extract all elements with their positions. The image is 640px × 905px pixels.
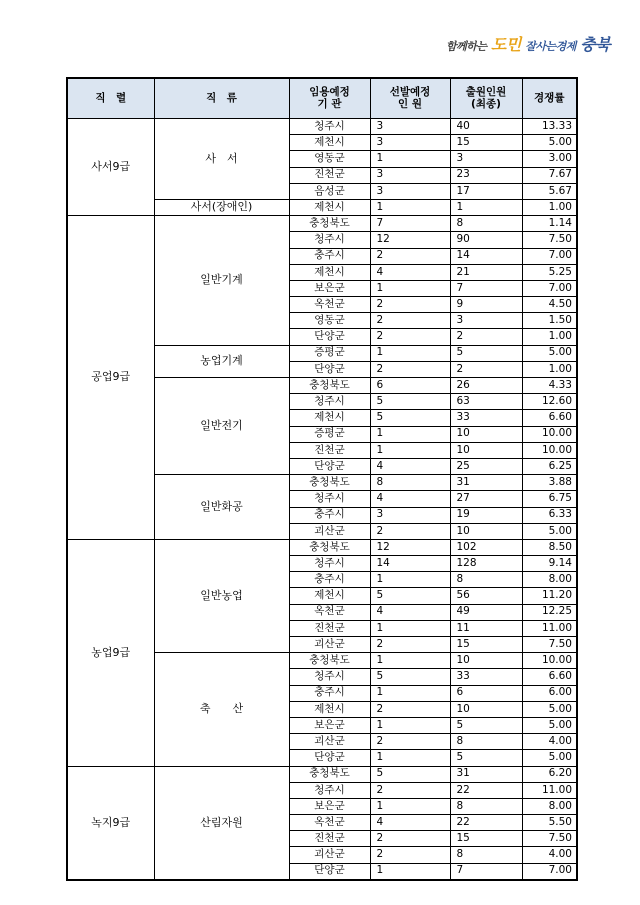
cell-planned: 2 <box>370 313 450 329</box>
cell-planned: 1 <box>370 572 450 588</box>
cell-applicants: 9 <box>450 297 522 313</box>
cell-subclass: 산림자원 <box>154 766 289 880</box>
cell-ratio: 1.14 <box>522 216 577 232</box>
cell-ratio: 6.00 <box>522 685 577 701</box>
cell-subclass: 축 산 <box>154 653 289 766</box>
cell-ratio: 5.00 <box>522 135 577 151</box>
cell-ratio: 7.50 <box>522 831 577 847</box>
cell-planned: 6 <box>370 378 450 394</box>
cell-ratio: 6.60 <box>522 410 577 426</box>
cell-ratio: 4.50 <box>522 297 577 313</box>
cell-applicants: 5 <box>450 345 522 361</box>
cell-ratio: 11.20 <box>522 588 577 604</box>
cell-agency: 청주시 <box>289 232 370 248</box>
cell-planned: 2 <box>370 701 450 717</box>
cell-applicants: 7 <box>450 280 522 296</box>
cell-ratio: 5.00 <box>522 345 577 361</box>
cell-agency: 청주시 <box>289 556 370 572</box>
cell-applicants: 15 <box>450 637 522 653</box>
cell-planned: 4 <box>370 604 450 620</box>
cell-agency: 충청북도 <box>289 378 370 394</box>
cell-planned: 4 <box>370 458 450 474</box>
cell-applicants: 8 <box>450 572 522 588</box>
cell-ratio: 5.00 <box>522 750 577 766</box>
cell-planned: 2 <box>370 248 450 264</box>
logo-part-4: 충북 <box>580 35 611 54</box>
cell-planned: 2 <box>370 734 450 750</box>
cell-applicants: 26 <box>450 378 522 394</box>
cell-ratio: 6.20 <box>522 766 577 782</box>
cell-planned: 1 <box>370 426 450 442</box>
cell-planned: 3 <box>370 183 450 199</box>
cell-agency: 청주시 <box>289 669 370 685</box>
cell-agency: 충청북도 <box>289 653 370 669</box>
cell-applicants: 7 <box>450 863 522 880</box>
cell-series: 사서9급 <box>67 119 154 216</box>
cell-planned: 14 <box>370 556 450 572</box>
header-agency-line1: 임용예정 <box>309 85 350 98</box>
cell-planned: 4 <box>370 815 450 831</box>
cell-applicants: 1 <box>450 199 522 215</box>
cell-applicants: 40 <box>450 119 522 135</box>
cell-planned: 5 <box>370 394 450 410</box>
competition-rate-table <box>66 77 578 881</box>
cell-agency: 보은군 <box>289 798 370 814</box>
cell-applicants: 2 <box>450 361 522 377</box>
cell-planned: 2 <box>370 847 450 863</box>
cell-ratio: 1.00 <box>522 329 577 345</box>
cell-ratio: 10.00 <box>522 442 577 458</box>
header-ratio: 경쟁률 <box>522 78 577 119</box>
cell-agency: 청주시 <box>289 119 370 135</box>
cell-planned: 1 <box>370 280 450 296</box>
cell-ratio: 5.50 <box>522 815 577 831</box>
cell-ratio: 5.25 <box>522 264 577 280</box>
cell-applicants: 33 <box>450 669 522 685</box>
cell-planned: 2 <box>370 831 450 847</box>
cell-agency: 충주시 <box>289 685 370 701</box>
cell-agency: 제천시 <box>289 135 370 151</box>
cell-agency: 옥천군 <box>289 604 370 620</box>
cell-ratio: 13.33 <box>522 119 577 135</box>
cell-agency: 제천시 <box>289 264 370 280</box>
header-jikryeol: 직 렬 <box>67 78 154 119</box>
cell-agency: 영동군 <box>289 313 370 329</box>
cell-agency: 괴산군 <box>289 523 370 539</box>
cell-planned: 8 <box>370 475 450 491</box>
cell-applicants: 10 <box>450 426 522 442</box>
cell-planned: 2 <box>370 637 450 653</box>
header-applicants-line1: 출원인원 <box>465 85 507 98</box>
cell-applicants: 3 <box>450 313 522 329</box>
cell-agency: 충청북도 <box>289 539 370 555</box>
cell-applicants: 2 <box>450 329 522 345</box>
table-header-row <box>67 78 577 119</box>
cell-agency: 옥천군 <box>289 297 370 313</box>
cell-planned: 2 <box>370 329 450 345</box>
cell-ratio: 7.67 <box>522 167 577 183</box>
cell-applicants: 56 <box>450 588 522 604</box>
cell-agency: 제천시 <box>289 701 370 717</box>
cell-applicants: 10 <box>450 442 522 458</box>
cell-ratio: 5.67 <box>522 183 577 199</box>
cell-applicants: 22 <box>450 815 522 831</box>
cell-ratio: 8.50 <box>522 539 577 555</box>
cell-agency: 청주시 <box>289 491 370 507</box>
cell-planned: 1 <box>370 863 450 880</box>
cell-ratio: 4.00 <box>522 734 577 750</box>
cell-applicants: 10 <box>450 701 522 717</box>
cell-applicants: 22 <box>450 782 522 798</box>
cell-agency: 충청북도 <box>289 216 370 232</box>
cell-applicants: 49 <box>450 604 522 620</box>
cell-agency: 진천군 <box>289 831 370 847</box>
cell-applicants: 27 <box>450 491 522 507</box>
header-planned <box>370 78 450 119</box>
header-agency-line2: 기 관 <box>317 97 342 110</box>
cell-planned: 4 <box>370 491 450 507</box>
table-row <box>67 766 577 782</box>
cell-applicants: 11 <box>450 620 522 636</box>
cell-applicants: 15 <box>450 831 522 847</box>
cell-subclass: 사 서 <box>154 119 289 200</box>
cell-agency: 보은군 <box>289 280 370 296</box>
logo-part-3: 잘사는경제 <box>525 40 576 53</box>
table-row <box>67 539 577 555</box>
cell-agency: 단양군 <box>289 863 370 880</box>
header-planned-line2: 인 원 <box>398 97 422 110</box>
cell-ratio: 10.00 <box>522 653 577 669</box>
cell-applicants: 90 <box>450 232 522 248</box>
cell-ratio: 6.75 <box>522 491 577 507</box>
slogan-logo <box>446 30 611 56</box>
cell-planned: 3 <box>370 167 450 183</box>
cell-agency: 제천시 <box>289 410 370 426</box>
cell-planned: 2 <box>370 361 450 377</box>
cell-ratio: 4.33 <box>522 378 577 394</box>
cell-applicants: 8 <box>450 798 522 814</box>
cell-applicants: 8 <box>450 734 522 750</box>
table-row <box>67 119 577 135</box>
cell-applicants: 15 <box>450 135 522 151</box>
cell-agency: 단양군 <box>289 361 370 377</box>
table-body <box>67 119 577 880</box>
cell-applicants: 8 <box>450 216 522 232</box>
cell-applicants: 14 <box>450 248 522 264</box>
cell-agency: 진천군 <box>289 167 370 183</box>
cell-applicants: 63 <box>450 394 522 410</box>
cell-planned: 7 <box>370 216 450 232</box>
cell-applicants: 31 <box>450 475 522 491</box>
cell-ratio: 8.00 <box>522 798 577 814</box>
header-jikryu: 직 류 <box>154 78 289 119</box>
header-applicants <box>450 78 522 119</box>
cell-ratio: 7.50 <box>522 637 577 653</box>
cell-ratio: 8.00 <box>522 572 577 588</box>
cell-ratio: 6.60 <box>522 669 577 685</box>
cell-applicants: 102 <box>450 539 522 555</box>
cell-agency: 충주시 <box>289 507 370 523</box>
cell-planned: 1 <box>370 151 450 167</box>
cell-ratio: 11.00 <box>522 620 577 636</box>
cell-ratio: 12.60 <box>522 394 577 410</box>
cell-applicants: 25 <box>450 458 522 474</box>
logo-part-1: 함께하는 <box>446 40 487 53</box>
cell-applicants: 10 <box>450 653 522 669</box>
cell-agency: 충주시 <box>289 572 370 588</box>
cell-applicants: 5 <box>450 750 522 766</box>
cell-planned: 4 <box>370 264 450 280</box>
cell-ratio: 3.88 <box>522 475 577 491</box>
cell-subclass: 일반화공 <box>154 475 289 540</box>
cell-planned: 1 <box>370 345 450 361</box>
cell-ratio: 7.50 <box>522 232 577 248</box>
cell-applicants: 33 <box>450 410 522 426</box>
table-row <box>67 216 577 232</box>
cell-agency: 청주시 <box>289 782 370 798</box>
logo-part-2: 도민 <box>490 35 521 54</box>
cell-ratio: 5.00 <box>522 701 577 717</box>
cell-applicants: 31 <box>450 766 522 782</box>
cell-planned: 2 <box>370 297 450 313</box>
cell-subclass: 사서(장애인) <box>154 199 289 215</box>
cell-planned: 1 <box>370 798 450 814</box>
cell-ratio: 5.00 <box>522 523 577 539</box>
header-applicants-line2: (최종) <box>471 97 501 110</box>
cell-planned: 1 <box>370 750 450 766</box>
cell-ratio: 4.00 <box>522 847 577 863</box>
cell-planned: 2 <box>370 782 450 798</box>
cell-agency: 음성군 <box>289 183 370 199</box>
cell-subclass: 농업기계 <box>154 345 289 377</box>
cell-agency: 단양군 <box>289 329 370 345</box>
cell-agency: 충주시 <box>289 248 370 264</box>
cell-agency: 단양군 <box>289 458 370 474</box>
cell-planned: 1 <box>370 653 450 669</box>
cell-agency: 제천시 <box>289 199 370 215</box>
cell-ratio: 6.25 <box>522 458 577 474</box>
cell-planned: 5 <box>370 669 450 685</box>
cell-applicants: 5 <box>450 717 522 733</box>
cell-ratio: 7.00 <box>522 248 577 264</box>
cell-ratio: 9.14 <box>522 556 577 572</box>
cell-agency: 충청북도 <box>289 766 370 782</box>
cell-agency: 괴산군 <box>289 734 370 750</box>
cell-ratio: 11.00 <box>522 782 577 798</box>
cell-agency: 증평군 <box>289 426 370 442</box>
cell-applicants: 8 <box>450 847 522 863</box>
cell-planned: 5 <box>370 766 450 782</box>
cell-planned: 3 <box>370 119 450 135</box>
cell-agency: 괴산군 <box>289 847 370 863</box>
cell-agency: 증평군 <box>289 345 370 361</box>
cell-series: 농업9급 <box>67 539 154 766</box>
cell-planned: 3 <box>370 507 450 523</box>
cell-ratio: 6.33 <box>522 507 577 523</box>
header-agency <box>289 78 370 119</box>
cell-applicants: 6 <box>450 685 522 701</box>
cell-agency: 충청북도 <box>289 475 370 491</box>
cell-ratio: 1.00 <box>522 361 577 377</box>
cell-planned: 12 <box>370 232 450 248</box>
cell-applicants: 23 <box>450 167 522 183</box>
cell-ratio: 12.25 <box>522 604 577 620</box>
cell-subclass: 일반기계 <box>154 216 289 346</box>
cell-planned: 5 <box>370 410 450 426</box>
cell-agency: 보은군 <box>289 717 370 733</box>
cell-series: 공업9급 <box>67 216 154 540</box>
cell-planned: 1 <box>370 685 450 701</box>
cell-series: 녹지9급 <box>67 766 154 880</box>
cell-planned: 12 <box>370 539 450 555</box>
cell-planned: 1 <box>370 717 450 733</box>
cell-agency: 제천시 <box>289 588 370 604</box>
cell-applicants: 10 <box>450 523 522 539</box>
cell-ratio: 1.00 <box>522 199 577 215</box>
cell-ratio: 10.00 <box>522 426 577 442</box>
cell-applicants: 128 <box>450 556 522 572</box>
cell-applicants: 3 <box>450 151 522 167</box>
cell-planned: 1 <box>370 199 450 215</box>
cell-agency: 영동군 <box>289 151 370 167</box>
cell-agency: 진천군 <box>289 620 370 636</box>
cell-planned: 1 <box>370 620 450 636</box>
cell-planned: 3 <box>370 135 450 151</box>
cell-ratio: 7.00 <box>522 863 577 880</box>
cell-agency: 청주시 <box>289 394 370 410</box>
cell-agency: 단양군 <box>289 750 370 766</box>
cell-ratio: 3.00 <box>522 151 577 167</box>
cell-subclass: 일반농업 <box>154 539 289 652</box>
cell-ratio: 5.00 <box>522 717 577 733</box>
cell-applicants: 21 <box>450 264 522 280</box>
cell-applicants: 17 <box>450 183 522 199</box>
cell-ratio: 1.50 <box>522 313 577 329</box>
cell-planned: 2 <box>370 523 450 539</box>
cell-planned: 5 <box>370 588 450 604</box>
cell-agency: 옥천군 <box>289 815 370 831</box>
cell-planned: 1 <box>370 442 450 458</box>
header-planned-line1: 선발예정 <box>389 85 431 98</box>
cell-applicants: 19 <box>450 507 522 523</box>
cell-agency: 진천군 <box>289 442 370 458</box>
cell-agency: 괴산군 <box>289 637 370 653</box>
cell-ratio: 7.00 <box>522 280 577 296</box>
cell-subclass: 일반전기 <box>154 378 289 475</box>
